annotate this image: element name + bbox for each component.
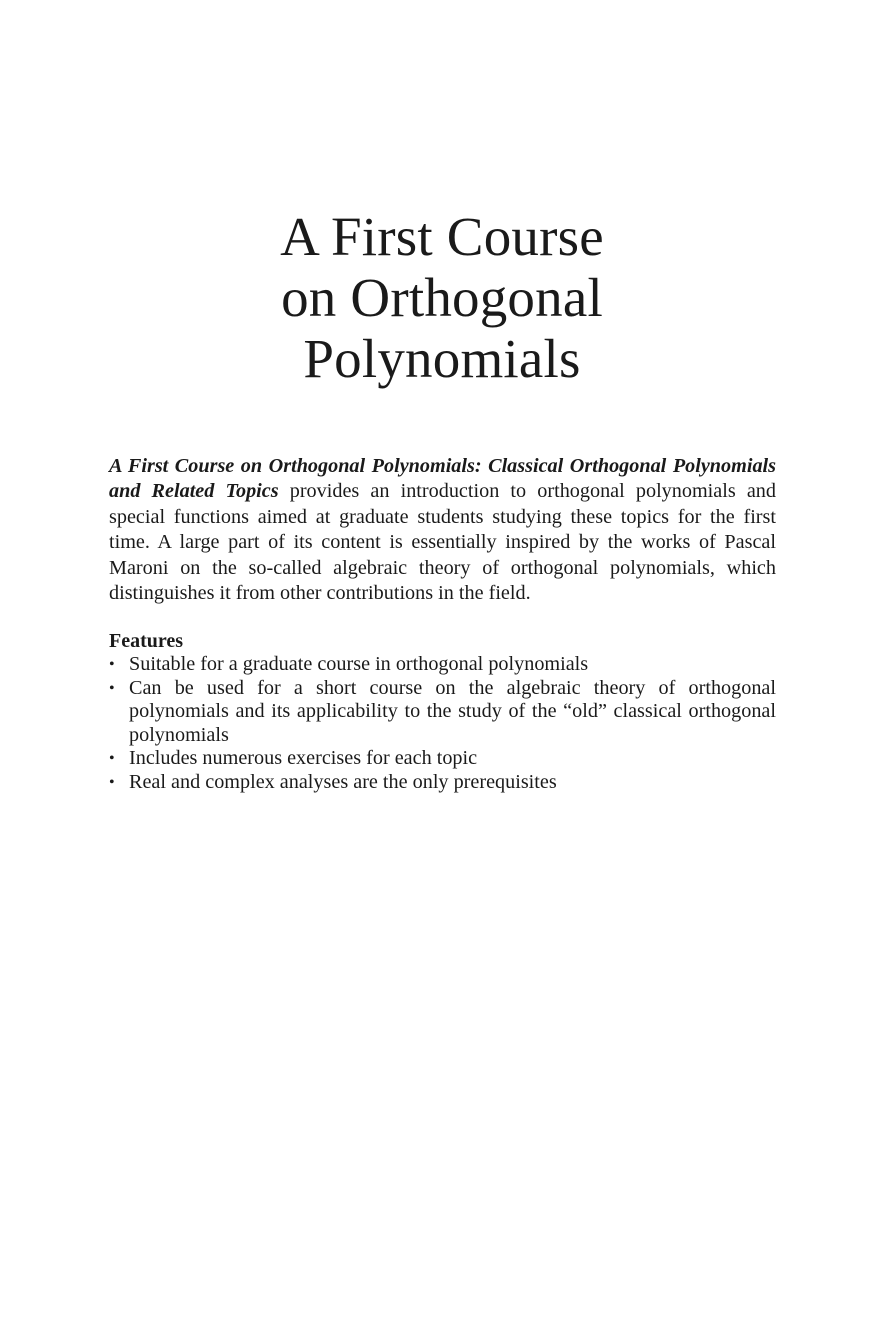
feature-item-text: Real and complex analyses are the only prerequisites <box>129 770 557 793</box>
description-book-title: A First Course on Orthogonal Polynomials: Classical Orthogonal Polynomials and Related Topics <box>109 455 776 503</box>
bullet-icon: • <box>109 773 115 791</box>
feature-item <box>109 771 776 795</box>
description-paragraph <box>109 454 776 606</box>
book-title-line-1: A First Course <box>280 206 604 267</box>
feature-item-text: Can be used for a short course on the algebraic theory of orthogonal polynomials and its applicability to the study of the “old” classical orthogonal polynomials <box>129 676 776 746</box>
feature-item <box>109 747 776 771</box>
feature-item <box>109 677 776 748</box>
feature-item-text: Suitable for a graduate course in orthogonal polynomials <box>129 653 589 676</box>
feature-item <box>109 653 776 677</box>
bullet-icon: • <box>109 750 115 768</box>
book-title-line-3: Polynomials <box>303 328 581 389</box>
features-heading: Features <box>109 630 184 653</box>
book-title <box>0 206 884 389</box>
feature-item-text: Includes numerous exercises for each topic <box>129 747 478 770</box>
book-title-line-2: on Orthogonal <box>281 267 603 328</box>
bullet-icon: • <box>109 656 115 674</box>
book-description-section <box>109 454 776 794</box>
description-body: provides an introduction to orthogonal polynomials and special functions aimed at graduate students studying these topics for the first time. A large part of its content is essentially inspired by the works of Pascal Maroni on the so-called algebraic theory of orthogonal polynomials, which distinguishes it from other contributions in the field. <box>109 480 776 605</box>
features-list <box>109 653 776 794</box>
bullet-icon: • <box>109 679 115 697</box>
